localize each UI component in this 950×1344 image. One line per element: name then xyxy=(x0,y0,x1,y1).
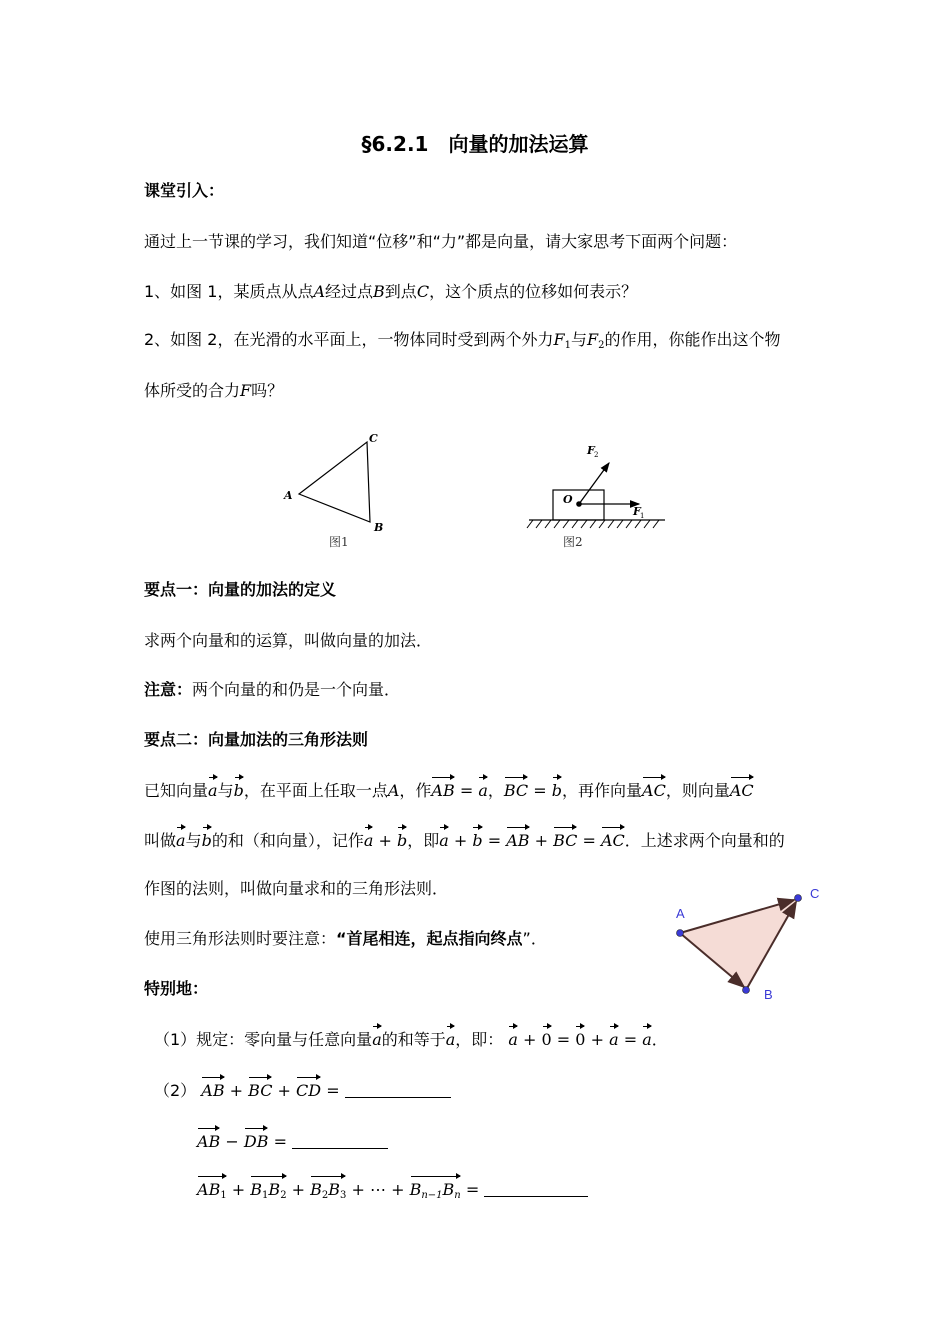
point1-text: 求两个向量和的运算，叫做向量的加法． xyxy=(144,631,433,650)
special-p2-line3: $AB_1 + B_1B_2 + B_2B_3$ + ⋯ + $B_{n-1}B_n$ = xyxy=(197,1173,588,1209)
page-title: §6.2.1 向量的加法运算 xyxy=(361,132,589,156)
special-p1: （1）规定：零向量与任意向量a的和等于a，即： a + 0 = 0 + a = a． xyxy=(154,1023,668,1053)
point1-heading: 要点一：向量的加法的定义 xyxy=(144,580,337,599)
figure-1 xyxy=(275,428,395,553)
special-p2-line2: AB − DB = xyxy=(197,1125,388,1155)
fig2-label-f1-sub: 1 xyxy=(640,512,645,520)
triangle-rule-diagram xyxy=(660,880,830,1010)
fig1-label-c: C xyxy=(369,432,378,445)
special-heading: 特别地： xyxy=(144,979,209,998)
fig1-caption: 图1 xyxy=(329,535,349,549)
figure-2 xyxy=(525,438,665,553)
fig2-label-f2: F xyxy=(587,444,595,457)
label-a: A xyxy=(676,906,685,921)
point-c xyxy=(795,895,802,902)
point2-line2: 叫做a与b的和（和向量），记作a + b，即a + b = AB + BC = AC．上述求两个向量和的 xyxy=(144,824,785,854)
question-1: 1、如图 1，某质点从点A经过点B到点C，这个质点的位移如何表示？ xyxy=(144,282,638,301)
fig2-label-f1: F xyxy=(633,505,641,518)
triangle-abc xyxy=(299,442,370,522)
point-b xyxy=(743,987,750,994)
intro-text: 通过上一节课的学习，我们知道“位移”和“力”都是向量，请大家思考下面两个问题： xyxy=(144,232,738,251)
label-b: B xyxy=(764,987,773,1002)
point2-line3: 作图的法则，叫做向量求和的三角形法则． xyxy=(144,879,449,898)
point2-line1: 已知向量a与b，在平面上任取一点A，作AB = a，BC = b，再作向量AC，则向量AC xyxy=(144,774,754,804)
label-c: C xyxy=(810,886,820,901)
answer-blank-1[interactable] xyxy=(345,1079,451,1098)
special-p2-line1: （2） AB + BC + CD = xyxy=(154,1074,451,1104)
question-2-cont: 体所受的合力F吗？ xyxy=(144,381,284,400)
point-a xyxy=(677,930,684,937)
fig1-label-b: B xyxy=(374,521,384,534)
triangle-fill xyxy=(680,898,798,990)
point2-heading: 要点二：向量加法的三角形法则 xyxy=(144,730,369,749)
fig2-label-f2-sub: 2 xyxy=(594,451,599,459)
answer-blank-2[interactable] xyxy=(292,1130,388,1149)
fig2-caption: 图2 xyxy=(563,535,583,549)
note: 注意：两个向量的和仍是一个向量． xyxy=(144,680,401,699)
answer-blank-3[interactable] xyxy=(484,1178,588,1197)
intro-heading: 课堂引入： xyxy=(144,181,225,200)
fig1-label-a: A xyxy=(284,489,293,502)
question-2: 2、如图 2，在光滑的水平面上，一物体同时受到两个外力$F_1$与$F_2$的作用，你能作出这个物 xyxy=(144,330,781,351)
ground-hatch xyxy=(527,520,659,528)
point2-line4: 使用三角形法则时要注意：“首尾相连，起点指向终点”． xyxy=(144,929,547,948)
fig2-label-o: O xyxy=(563,493,573,506)
